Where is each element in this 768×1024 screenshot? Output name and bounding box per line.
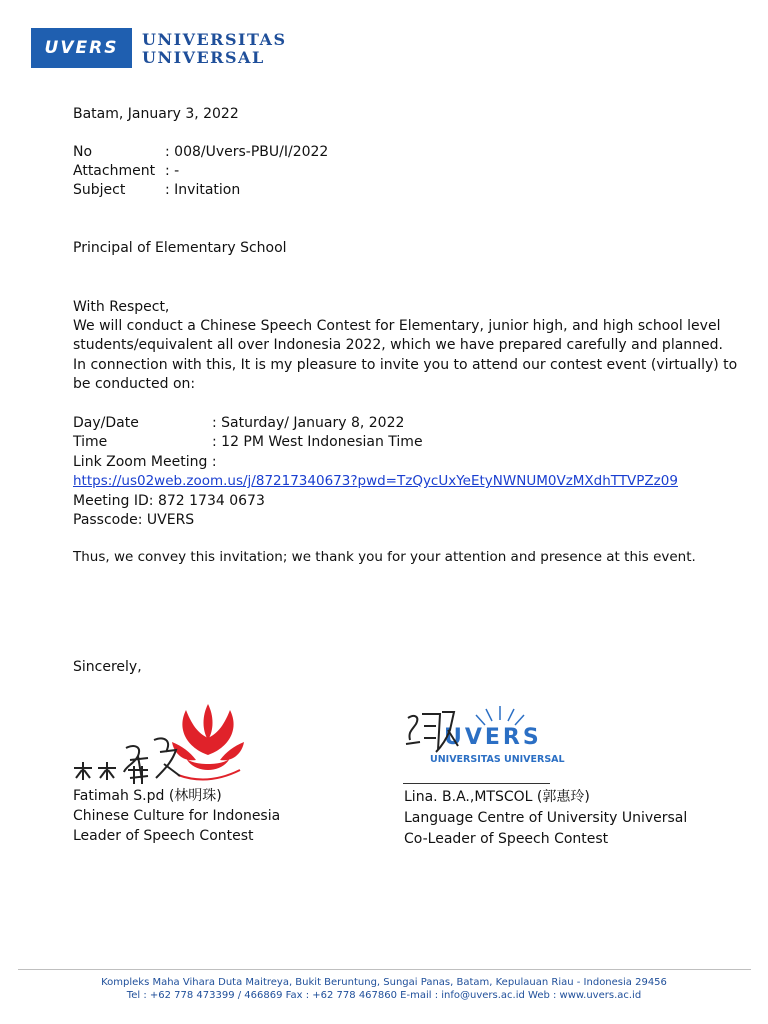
university-name-line2: UNIVERSAL [142,48,265,67]
meta-label-no: No [73,144,93,160]
university-logo [31,28,132,68]
logo-text: UVERS [44,38,119,58]
lotus-stamp-icon [172,704,244,779]
meta-value-subject: : Invitation [165,182,241,198]
body-line: We will conduct a Chinese Speech Contest for Elementary, junior high, and high school level [73,318,721,334]
body-line: With Respect, [73,299,170,315]
right-signatory-role: Co-Leader of Speech Contest [404,831,609,847]
closing-line: Thus, we convey this invitation; we thank you for your attention and presence at this event. [73,549,696,565]
left-signatory-name: Fatimah S.pd (林明珠) [73,788,222,804]
time-value: : 12 PM West Indonesian Time [212,434,423,450]
right-signature-stamp [400,700,570,770]
meeting-id: Meeting ID: 872 1734 0673 [73,493,265,509]
body-line: be conducted on: [73,376,196,392]
day-label: Day/Date [73,415,139,431]
left-signatory-role: Leader of Speech Contest [73,828,254,844]
footer-address: Kompleks Maha Vihara Duta Maitreya, Bukit Beruntung, Sungai Panas, Batam, Kepulauan Riau - Indonesia 29456 [101,977,667,988]
salutation: Sincerely, [73,659,142,675]
meta-value-no: : 008/Uvers-PBU/I/2022 [165,144,329,160]
uvers-sunburst-icon [476,706,524,725]
zoom-meeting-link[interactable]: https://us02web.zoom.us/j/87217340673?pwd=TzQycUxYeEtyNWNUM0VzMXdhTTVPZz09 [73,473,678,489]
stamp-university-name: UNIVERSITAS UNIVERSAL [430,754,565,765]
stamp-logo-text: UVERS [444,725,542,750]
passcode: Passcode: UVERS [73,512,195,528]
signature-line [403,783,550,784]
body-line: students/equivalent all over Indonesia 2022, which we have prepared carefully and planned. [73,337,723,353]
right-signatory-name: Lina. B.A.,MTSCOL (郭惠玲) [404,789,590,805]
meta-label-subject: Subject [73,182,126,198]
recipient: Principal of Elementary School [73,240,287,256]
university-name-line1: UNIVERSITAS [142,30,287,49]
footer-divider [18,969,751,970]
day-value: : Saturday/ January 8, 2022 [212,415,405,431]
right-signatory-org: Language Centre of University Universal [404,810,688,826]
left-signatory-org: Chinese Culture for Indonesia [73,808,281,824]
handwritten-signature-icon [74,739,180,785]
time-label: Time [73,434,108,450]
meta-value-attachment: : - [165,163,180,179]
body-line: In connection with this, It is my pleasure to invite you to attend our contest event (virtually) to [73,357,738,373]
left-signature-stamp [68,700,248,790]
footer-contact: Tel : +62 778 473399 / 466869 Fax : +62 778 467860 E-mail : info@uvers.ac.id Web : www.uvers.ac.id [126,990,642,1001]
place-date: Batam, January 3, 2022 [73,106,239,122]
meta-label-attachment: Attachment [73,163,156,179]
zoom-link-label: Link Zoom Meeting : [73,454,217,470]
